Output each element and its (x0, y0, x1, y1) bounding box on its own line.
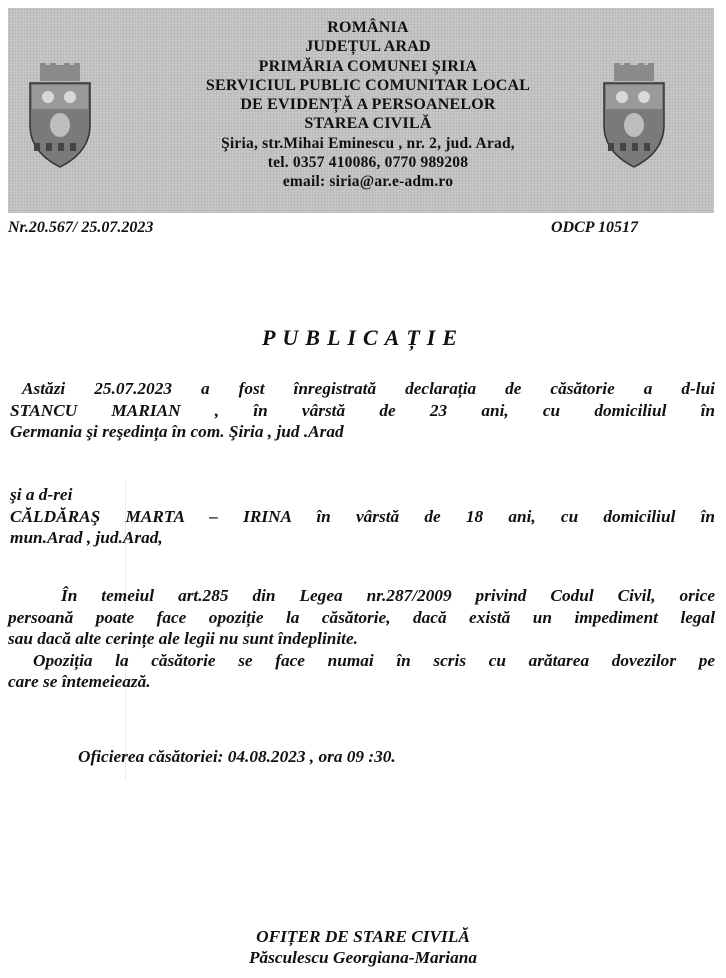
opposition-line: Opoziția la căsătorie se face numai în scris cu arătarea dovezilor pe (33, 650, 715, 670)
opposition-line: care se întemeiează. (8, 672, 151, 691)
phone-line: tel. 0357 410086, 0770 989208 (267, 154, 469, 172)
legal-line: persoană poate face opoziție la căsătorie, dacă există un impediment legal (8, 607, 715, 627)
coat-of-arms-icon (26, 63, 94, 169)
civil-status-line: STAREA CIVILĂ (304, 115, 432, 133)
bride-residence-line: mun.Arad , jud.Arad, (10, 528, 163, 547)
bride-intro-line: şi a d-rei (10, 485, 73, 504)
document-title: PUBLICAȚIE (261, 325, 465, 350)
service-line: SERVICIUL PUBLIC COMUNITAR LOCAL (205, 76, 531, 94)
odcp-code: ODCP 10517 (551, 219, 638, 236)
officer-title: OFIȚER DE STARE CIVILĂ (256, 927, 470, 946)
coat-of-arms-icon (600, 63, 668, 169)
service-line-2: DE EVIDENȚĂ A PERSOANELOR (240, 96, 496, 114)
legal-notice (8, 585, 715, 693)
officer-name: Păsculescu Georgiana-Mariana (248, 948, 478, 967)
letterhead (8, 8, 714, 213)
address-line: Şiria, str.Mihai Eminescu , nr. 2, jud. Arad, (221, 134, 515, 152)
bride-name-line: CĂLDĂRAŞ MARTA – IRINA în vârstă de 18 ani, cu domiciliul în (10, 506, 715, 526)
legal-line: În temeiul art.285 din Legea nr.287/2009 privind Codul Civil, orice (61, 586, 715, 605)
groom-residence-line: Germania şi reşedința în com. Şiria , jud .Arad (10, 422, 344, 441)
registration-number: Nr.20.567/ 25.07.2023 (8, 219, 154, 236)
groom-name-line: STANCU MARIAN , în vârstă de 23 ani, cu domiciliul în (10, 400, 715, 420)
county-line: JUDEȚUL ARAD (305, 38, 431, 56)
email-line: email: siria@ar.e-adm.ro (282, 173, 454, 191)
declaration-line: Astăzi 25.07.2023 a fost înregistrată declarația de căsătorie a d-lui (22, 379, 715, 398)
legal-line: sau dacă alte cerințe ale legii nu sunt îndeplinite. (8, 629, 358, 648)
officer-signature-block (0, 926, 726, 968)
groom-declaration (10, 378, 715, 443)
country-line: ROMÂNIA (327, 19, 409, 36)
officiating-date: Oficierea căsătoriei: 04.08.2023 , ora 09 :30. (78, 747, 396, 766)
town-hall-line: PRIMĂRIA COMUNEI ŞIRIA (258, 57, 478, 75)
bride-declaration (10, 484, 715, 549)
letterhead-text (128, 18, 608, 192)
